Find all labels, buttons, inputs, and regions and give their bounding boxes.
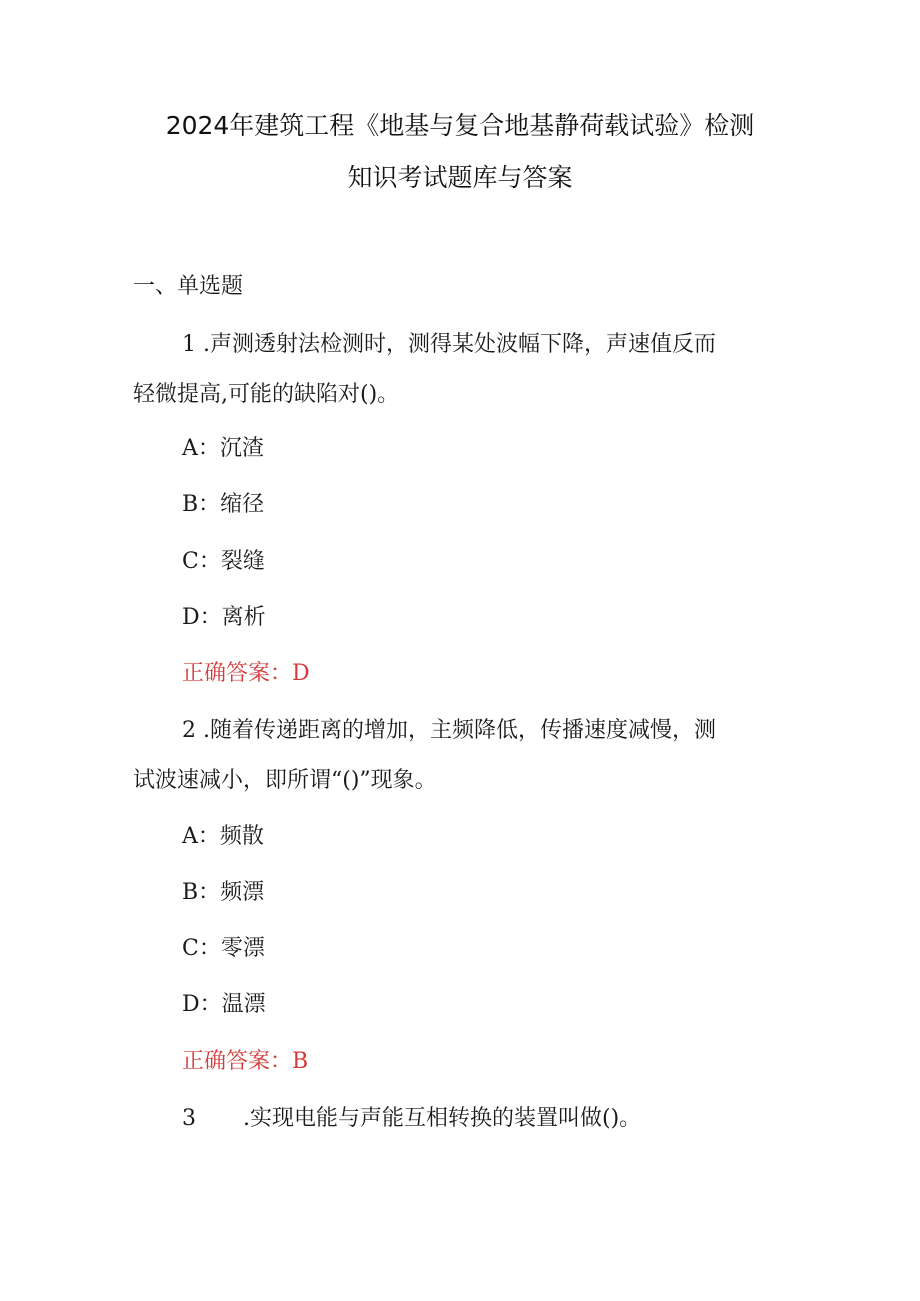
question-3-text: .实现电能与声能互相转换的装置叫做()。 <box>243 1106 642 1131</box>
question-2-text: 随着传递距离的增加，主频降低，传播速度减慢，测 <box>209 718 716 743</box>
title-line-1: 2024年建筑工程《地基与复合地基静荷载试验》检测 <box>165 111 755 140</box>
question-2-option-a: A：频散 <box>182 824 264 849</box>
question-1-option-d: D：离析 <box>182 605 266 630</box>
question-1-line-2: 轻微提高,可能的缺陷对()。 <box>133 382 400 407</box>
question-2-option-d: D：温漂 <box>182 992 266 1017</box>
document-title <box>60 100 860 204</box>
question-1-option-b: B：缩径 <box>182 492 265 517</box>
question-1-answer: 正确答案：D <box>182 661 310 686</box>
question-2-line-2: 试波速减小，即所谓“()”现象。 <box>133 768 437 793</box>
question-1-option-c: C：裂缝 <box>182 549 265 574</box>
question-2-option-c: C：零漂 <box>182 936 265 961</box>
question-1-option-a: A：沉渣 <box>182 436 264 461</box>
question-1-number: 1 . <box>182 332 210 357</box>
question-2-answer: 正确答案：B <box>182 1049 309 1074</box>
question-2-option-b: B：频漂 <box>182 880 265 905</box>
section-heading: 一、单选题 <box>133 274 244 299</box>
question-1-line-1 <box>182 330 716 360</box>
title-line-2: 知识考试题库与答案 <box>347 163 573 192</box>
question-1-text: 声测透射法检测时，测得某处波幅下降，声速值反而 <box>209 332 716 357</box>
question-3-number: 3 <box>182 1106 196 1131</box>
question-2-number: 2 . <box>182 718 210 743</box>
question-2-line-1 <box>182 716 716 746</box>
